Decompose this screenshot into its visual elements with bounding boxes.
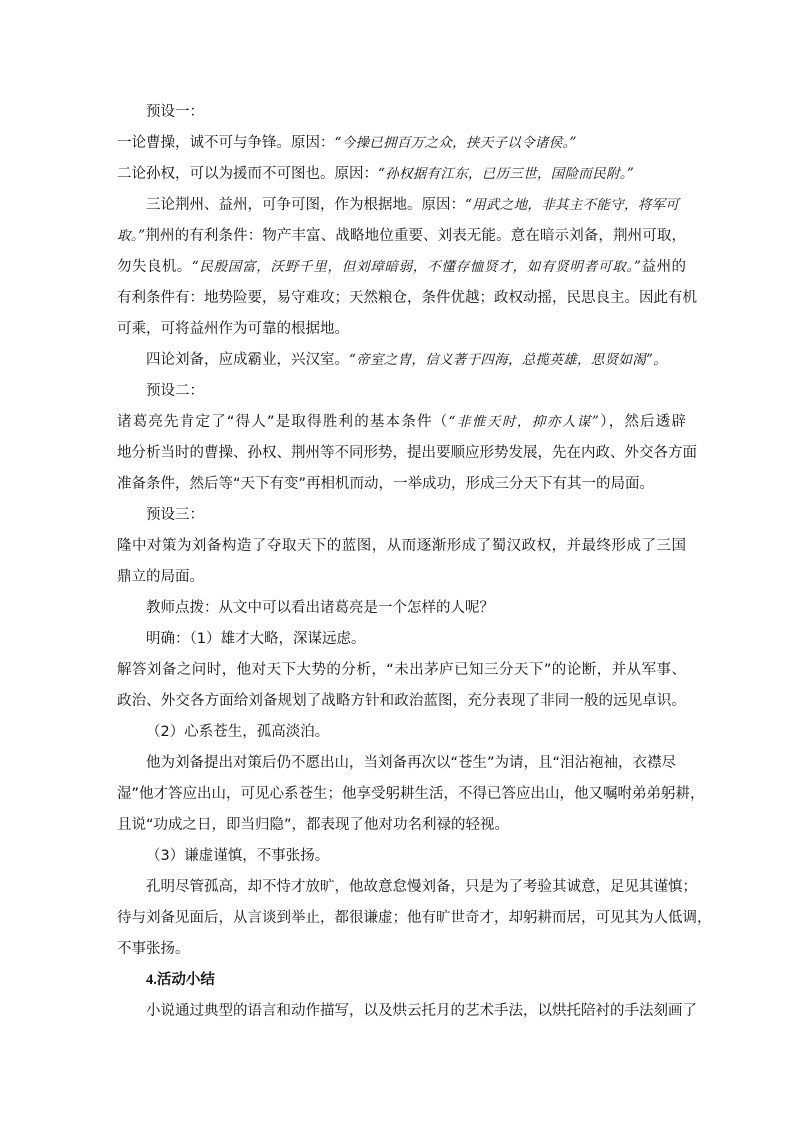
- paragraph-line: [146, 996, 697, 1027]
- paragraph-line: [117, 252, 686, 283]
- line-text: 4.活动小结: [146, 972, 215, 988]
- line-text: 勿失良机。: [117, 259, 192, 275]
- paragraph-line: [146, 717, 686, 748]
- line-text: ），然后透辟: [599, 414, 686, 430]
- paragraph-line: [146, 748, 686, 779]
- paragraph-line: [117, 283, 697, 314]
- line-text: 他为刘备提出对策后仍不愿出山，当刘备再次以“苍生”为请，且“泪沾袍袖，衣襟尽: [146, 755, 677, 771]
- quoted-classical-text: “用武之地，非其主不能守，将军可: [465, 197, 680, 213]
- paragraph-line: [146, 376, 686, 407]
- line-text: 可乘，可将益州作为可靠的根据地。: [117, 321, 349, 337]
- line-text: 益州的: [641, 259, 687, 275]
- paragraph-line: [117, 128, 686, 159]
- quoted-classical-text: “孙权据有江东，已历三世，国险而民附。”: [378, 166, 635, 182]
- paragraph-line: [146, 345, 686, 376]
- line-text: 不事张扬。: [117, 941, 190, 957]
- line-text: 明确：（1）雄才大略，深谋远虑。: [146, 631, 366, 647]
- line-text: 准备条件，然后等“天下有变”再相机而动，一举成功，形成三分天下有其一的局面。: [117, 476, 655, 492]
- paragraph-line: [146, 965, 686, 996]
- line-text: （2）心系苍生，孤高淡泊。: [146, 724, 330, 740]
- line-text: 三论荆州、益州，可争可图，作为根据地。原因：: [146, 197, 465, 213]
- paragraph-line: [117, 314, 686, 345]
- document-body: [117, 97, 712, 1027]
- paragraph-line: [117, 531, 686, 562]
- line-text: 二论孙权，可以为援而不可图也。原因：: [117, 166, 378, 182]
- line-text: 待与刘备见面后，从言谈到举止，都很谦虚；他有旷世奇才，却躬耕而居，可见其为人低调，: [117, 910, 712, 926]
- paragraph-line: [146, 500, 686, 531]
- quoted-classical-text: “非惟天时，抑亦人谋”: [448, 414, 600, 430]
- line-text: 隆中对策为刘备构造了夺取天下的蓝图，从而逐渐形成了蜀汉政权，并最终形成了三国: [117, 538, 686, 554]
- quoted-classical-text: “今操已拥百万之众，挟天子以令诸侯。”: [334, 135, 577, 151]
- line-text: 预设一：: [146, 104, 204, 120]
- paragraph-line: [117, 562, 686, 593]
- paragraph-line: [117, 655, 686, 686]
- paragraph-line: [117, 686, 686, 717]
- line-text: 且说“功成之日，即当归隐”，都表现了他对功名利禄的轻视。: [117, 817, 510, 833]
- paragraph-line: [117, 934, 686, 965]
- line-text: 教师点拨：从文中可以看出诸葛亮是一个怎样的人呢？: [146, 600, 494, 616]
- paragraph-line: [146, 872, 697, 903]
- paragraph-line: [117, 438, 697, 469]
- line-text: 荆州的有利条件：物产丰富、战略地位重要、刘表无能。意在暗示刘备，荆州可取，: [145, 228, 686, 244]
- line-text: 湿”他才答应出山，可见心系苍生；他享受躬耕生活，不得已答应出山，他又嘱咐弟弟躬耕，: [117, 786, 705, 802]
- line-text: 孔明尽管孤高，却不恃才放旷，他故意怠慢刘备，只是为了考验其诚意，足见其谨慎；: [146, 879, 697, 895]
- paragraph-line: [117, 221, 686, 252]
- paragraph-line: [117, 903, 712, 934]
- paragraph-line: [117, 407, 686, 438]
- paragraph-line: [146, 593, 686, 624]
- line-text: 预设二：: [146, 383, 204, 399]
- paragraph-line: [146, 624, 686, 655]
- line-text: 政治、外交各方面给刘备规划了战略方针和政治蓝图，充分表现了非同一般的远见卓识。: [117, 693, 686, 709]
- line-text: 四论刘备，应成霸业，兴汉室。: [146, 352, 349, 368]
- paragraph-line: [117, 779, 705, 810]
- line-text: 鼎立的局面。: [117, 569, 204, 585]
- line-text: 地分析当时的曹操、孙权、荆州等不同形势，提出要顺应形势发展，先在内政、外交各方面: [117, 445, 697, 461]
- quoted-classical-text: 取。”: [117, 228, 146, 244]
- paragraph-line: [117, 469, 686, 500]
- paragraph-line: [117, 810, 686, 841]
- line-text: 一论曹操，诚不可与争锋。原因：: [117, 135, 335, 151]
- line-text: 预设三：: [146, 507, 204, 523]
- line-text: 解答刘备之问时，他对天下大势的分析，“未出茅庐已知三分天下”的论断，并从军事、: [117, 662, 686, 678]
- line-text: 有利条件有：地势险要，易守难攻；天然粮仓，条件优越；政权动摇，民思良主。因此有机: [117, 290, 697, 306]
- line-text: 小说通过典型的语言和动作描写，以及烘云托月的艺术手法，以烘托陪衬的手法刻画了: [146, 1003, 697, 1019]
- paragraph-line: [117, 159, 686, 190]
- line-text: （3）谦虚谨慎，不事张扬。: [146, 848, 330, 864]
- quoted-classical-text: “帝室之胄，信义著于四海，总揽英雄，思贤如渴”。: [349, 352, 668, 368]
- paragraph-line: [146, 190, 686, 221]
- line-text: 诸葛亮先肯定了“得人”是取得胜利的基本条件（: [117, 414, 449, 430]
- paragraph-line: [146, 97, 686, 128]
- quoted-classical-text: “民殷国富，沃野千里，但刘璋暗弱，不懂存恤贤才，如有贤明者可取。”: [191, 259, 642, 275]
- paragraph-line: [146, 841, 686, 872]
